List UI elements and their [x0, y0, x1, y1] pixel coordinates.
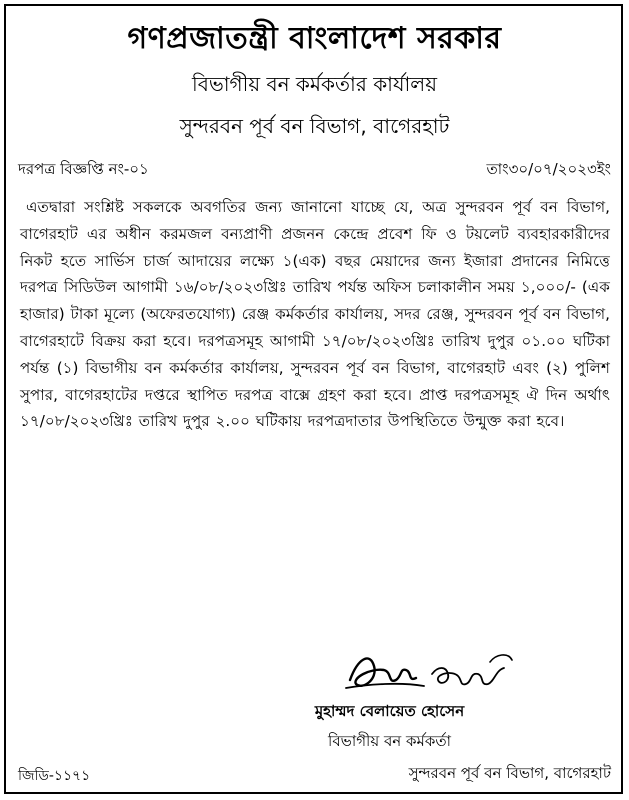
notice-date: তাং৩০/০৭/২০২৩ইং	[486, 160, 611, 178]
signatory-title: বিভাগীয় বন কর্মকর্তা	[328, 732, 451, 750]
notice-body: এতদ্বারা সংশ্লিষ্ট সকলকে অবগতির জন্য জানানো যাচ্ছে যে, অত্র সুন্দরবন পূর্ব বন বিভাগ, বাগেরহাট এর অধীন করমজল বন্যপ্রাণী প্রজনন কেন্দ্রে প্রবেশ ফি ও টয়লেট ব্যবহারকারীদের নিকট হতে সার্ভিস চার্জ আদায়ের লক্ষ্যে ১(এক) বছর মেয়াদের জন্য ইজারা প্রদানের নিমিত্তে দরপত্র সিডিউল আগামী ১৬/০৮/২০২৩খ্রিঃ তারিখ পর্যন্ত অফিস চলাকালীন সময় ১,০০০/- (এক হাজার) টাকা মূল্যে (অফেরতযোগ্য) রেঞ্জ কর্মকর্তার কার্যালয়, সদর রেঞ্জ, সুন্দরবন পূর্ব বন বিভাগ, বাগেরহাটে বিক্রয় করা হবে। দরপত্রসমূহ আগামী ১৭/০৮/২০২৩খ্রিঃ তারিখ দুপুর ০১.০০ ঘটিকা পর্যন্ত (১) বিভাগীয় বন কর্মকর্তার কার্যালয়, সুন্দরবন পূর্ব বন বিভাগ, বাগেরহাট এবং (২) পুলিশ সুপার, বাগেরহাটের দপ্তরে স্থাপিত দরপত্র বাক্সে গ্রহণ করা হবে। প্রাপ্ত দরপত্রসমূহ ঐ দিন অর্থাৎ ১৭/০৮/২০২৩খ্রিঃ তারিখ দুপুর ২.০০ ঘটিকায় দরপত্রদাতার উপস্থিতিতে উন্মুক্ত করা হবে।	[20, 198, 610, 431]
division-name: সুন্দরবন পূর্ব বন বিভাগ, বাগেরহাট	[179, 114, 450, 138]
tender-notice-number: দরপত্র বিজ্ঞপ্তি নং-০১	[18, 160, 149, 178]
office-name: বিভাগীয় বন কর্মকর্তার কার্যালয়	[191, 72, 437, 96]
gd-number: জিডি-১১৭১	[18, 768, 91, 784]
government-title: গণপ্রজাতন্ত্রী বাংলাদেশ সরকার	[127, 21, 502, 56]
signature-image	[340, 640, 530, 704]
reference-line	[18, 158, 611, 180]
signatory-name: মুহাম্মদ বেলায়েত হোসেন	[314, 702, 465, 720]
signatory-office: সুন্দরবন পূর্ব বন বিভাগ, বাগেরহাট	[408, 764, 611, 782]
